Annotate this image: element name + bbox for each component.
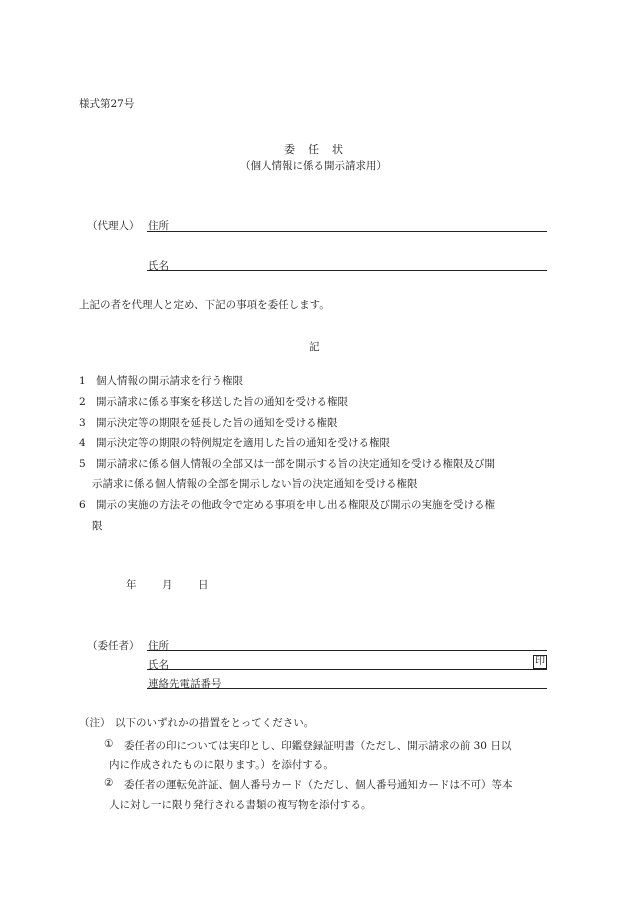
item-text: 開示決定等の期限を延長した旨の通知を受ける権限 xyxy=(96,417,338,429)
document-subtitle: （個人情報に係る開示請求用） xyxy=(240,160,387,172)
notes-intro: 以下のいずれかの措置をとってください。 xyxy=(115,717,315,729)
item-text: 個人情報の開示請求を行う権限 xyxy=(96,375,243,387)
list-item xyxy=(79,497,554,514)
list-item xyxy=(79,373,554,390)
agent-label: （代理人） xyxy=(87,220,140,232)
seal-mark: 印 xyxy=(535,656,545,667)
item-number: 1 xyxy=(79,375,86,387)
item-continuation: 示請求に係る個人情報の全部を開示しない旨の決定通知を受ける権限 xyxy=(92,478,418,490)
agent-address-label: 住所 xyxy=(148,220,169,232)
item-text: 開示請求に係る事案を移送した旨の通知を受ける権限 xyxy=(96,396,348,408)
note-2-line1: 委任者の運転免許証、個人番号カード（ただし、個人番号通知カードは不可）等本 xyxy=(124,779,513,791)
date-day: 日 xyxy=(198,579,209,591)
principal-phone-label: 連絡先電話番号 xyxy=(148,678,222,690)
note-1-mark: ① xyxy=(104,738,114,750)
document-title: 委 任 状 xyxy=(284,143,344,156)
principal-name-line[interactable] xyxy=(147,669,547,670)
item-number: 4 xyxy=(79,437,86,449)
notes-label: （注） xyxy=(79,717,111,729)
note-1-line2: 内に作成されたものに限ります。）を添付する。 xyxy=(109,759,334,771)
date-year: 年 xyxy=(126,579,137,591)
list-item xyxy=(79,415,554,432)
delegation-statement: 上記の者を代理人と定め、下記の事項を委任します。 xyxy=(79,299,330,311)
agent-name-line[interactable] xyxy=(147,270,547,271)
agent-address-line[interactable] xyxy=(147,231,547,232)
item-number: 5 xyxy=(79,458,86,470)
item-text: 開示決定等の期限の特例規定を適用した旨の通知を受ける権限 xyxy=(96,437,390,449)
note-2-mark: ② xyxy=(104,777,114,789)
principal-address-line[interactable] xyxy=(147,650,547,651)
item-text: 開示の実施の方法その他政令で定める事項を申し出る権限及び開示の実施を受ける権 xyxy=(96,499,495,511)
note-1-line1: 委任者の印については実印とし、印鑑登録証明書（ただし、開示請求の前 30 日以 xyxy=(124,740,512,752)
list-item xyxy=(79,394,554,411)
ki-heading: 記 xyxy=(309,341,320,353)
agent-name-label: 氏名 xyxy=(148,260,169,272)
item-number: 6 xyxy=(79,499,86,511)
note-2-line2: 人に対し一に限り発行される書類の複写物を添付する。 xyxy=(109,799,372,811)
item-text: 開示請求に係る個人情報の全部又は一部を開示する旨の決定通知を受ける権限及び開 xyxy=(96,458,495,470)
list-item xyxy=(79,435,554,452)
item-continuation: 限 xyxy=(92,520,103,532)
item-number: 3 xyxy=(79,417,86,429)
principal-label: （委任者） xyxy=(87,640,140,652)
principal-address-label: 住所 xyxy=(148,640,169,652)
item-number: 2 xyxy=(79,396,86,408)
date-month: 月 xyxy=(162,579,173,591)
principal-name-label: 氏名 xyxy=(148,659,169,671)
list-item xyxy=(79,456,554,473)
form-number: 様式第27号 xyxy=(79,98,135,110)
principal-phone-line[interactable] xyxy=(147,688,547,689)
